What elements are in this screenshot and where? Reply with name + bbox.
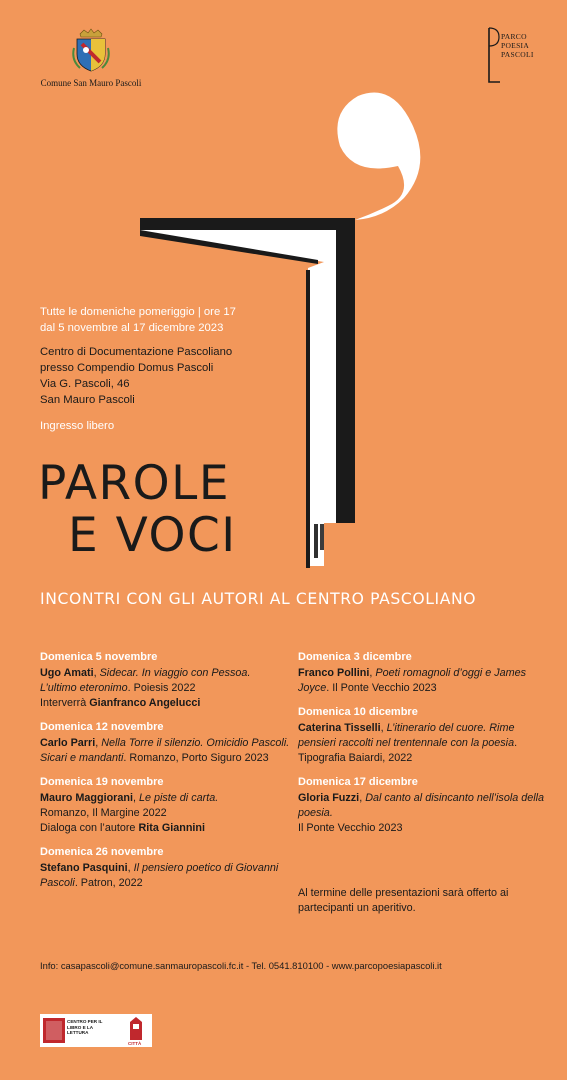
event-details: Gloria Fuzzi, Dal canto al disincanto nell’isola della poesia. Il Ponte Vecchio 2023: [298, 791, 548, 836]
event-extra-label: Interverrà: [40, 697, 90, 709]
event-extra: [40, 696, 290, 711]
event-item: [40, 720, 290, 766]
event-date: Domenica 3 dicembre: [298, 651, 412, 663]
event-guest: Rita Giannini: [138, 822, 206, 834]
event-details: Ugo Amati, Sidecar. In viaggio con Pessoa. L’ultimo eteronimo. Poiesis 2022 Interverrà Gianfranco Angelucci: [40, 666, 290, 711]
event-book: Dal canto al disincanto nell’isola della poesia.: [298, 792, 545, 819]
event-publisher: . Patron, 2022: [74, 877, 143, 889]
citta-badge: CITTÀ: [128, 1041, 142, 1046]
events-right-column: [298, 650, 548, 845]
schedule-line-2: dal 5 novembre al 17 dicembre 2023: [40, 322, 224, 334]
comune-name: Comune San Mauro Pascoli: [40, 78, 142, 88]
event-publisher: . Poiesis 2022: [127, 682, 196, 694]
event-extra-label: Dialoga con l’autore: [40, 822, 139, 834]
event-details: Carlo Parri, Nella Torre il silenzio. Omicidio Pascoli. Sicari e mandanti. Romanzo, Porto Siguro 2023: [40, 737, 290, 764]
event-item: [40, 650, 290, 711]
event-publisher: . Romanzo, Porto Siguro 2023: [123, 752, 269, 764]
event-author: Franco Pollini: [298, 667, 370, 679]
coat-of-arms-icon: [72, 28, 110, 72]
event-author: Mauro Maggiorani: [40, 792, 133, 804]
event-book: Le piste di carta.: [138, 792, 219, 804]
title-line-1: PAROLE: [38, 456, 231, 511]
centro-libro-lettura-logo: [40, 1014, 152, 1047]
event-publisher: Romanzo, Il Margine 2022: [40, 807, 167, 819]
parco-poesia-pascoli-logo: [486, 26, 546, 84]
poesia-word: POESIA: [501, 41, 530, 50]
subtitle: INCONTRI CON GLI AUTORI AL CENTRO PASCOLIANO: [40, 590, 477, 608]
event-date: Domenica 26 novembre: [40, 846, 164, 858]
event-publisher: . Tipografia Baiardi, 2022: [298, 737, 518, 764]
venue-line-1: Centro di Documentazione Pascoliano: [40, 346, 233, 358]
event-author: Gloria Fuzzi: [298, 792, 360, 804]
event-item: [298, 705, 548, 766]
event-book: Poeti romagnoli d’oggi e James Joyce: [298, 667, 527, 694]
title-line-2: E VOCI: [68, 508, 237, 563]
pascoli-word: PASCOLI: [501, 50, 534, 59]
event-extra: [40, 821, 290, 836]
event-author: Caterina Tisselli: [298, 722, 381, 734]
parco-text: [501, 32, 534, 59]
venue-line-2: presso Compendio Domus Pascoli: [40, 362, 214, 374]
event-item: [298, 650, 548, 696]
contact-footer: Info: casapascoli@comune.sanmauropascoli.fc.it - Tel. 0541.810100 - www.parcopoesiapascoli.it: [40, 960, 442, 971]
event-guest: Gianfranco Angelucci: [89, 697, 201, 709]
venue-line-3: Via G. Pascoli, 46: [40, 378, 130, 390]
event-date: Domenica 17 dicembre: [298, 776, 418, 788]
venue-line-4: San Mauro Pascoli: [40, 394, 135, 406]
event-date: Domenica 10 dicembre: [298, 706, 418, 718]
entry-note: Ingresso libero: [40, 420, 115, 432]
event-date: Domenica 5 novembre: [40, 651, 158, 663]
event-details: Franco Pollini, Poeti romagnoli d’oggi e James Joyce. Il Ponte Vecchio 2023: [298, 667, 527, 694]
aperitivo-note: Al termine delle presentazioni sarà offerto ai partecipanti un aperitivo.: [298, 887, 509, 914]
event-book: Il pensiero poetico di Giovanni Pascoli: [40, 862, 279, 889]
schedule-line-1: Tutte le domeniche pomeriggio | ore 17: [40, 306, 236, 318]
page-title: [38, 458, 237, 562]
event-item: [40, 775, 290, 836]
event-item: [40, 845, 290, 891]
event-publisher: . Il Ponte Vecchio 2023: [326, 682, 437, 694]
event-author: Ugo Amati: [40, 667, 94, 679]
event-details: Stefano Pasquini, Il pensiero poetico di Giovanni Pascoli. Patron, 2022: [40, 862, 279, 889]
comune-logo: [36, 28, 146, 88]
event-author: Stefano Pasquini: [40, 862, 128, 874]
event-book: Nella Torre il silenzio. Omicidio Pascoli. Sicari e mandanti: [40, 737, 290, 764]
cepell-text: CENTRO PER IL LIBRO E LA LETTURA: [67, 1019, 103, 1036]
parco-word: PARCO: [501, 32, 527, 41]
event-book: Sidecar. In viaggio con Pessoa. L’ultimo eteronimo: [40, 667, 251, 694]
event-details: Mauro Maggiorani, Le piste di carta. Romanzo, Il Margine 2022 Dialoga con l’autore Rita Giannini: [40, 791, 290, 836]
event-publisher: Il Ponte Vecchio 2023: [298, 822, 403, 834]
event-details: Caterina Tisselli, L’itinerario del cuore. Rime pensieri raccolti nel trentennale con la poesia. Tipografia Baiardi, 2022: [298, 722, 518, 764]
events-left-column: [40, 650, 290, 900]
event-author: Carlo Parri: [40, 737, 96, 749]
event-date: Domenica 19 novembre: [40, 776, 164, 788]
event-info: [40, 304, 320, 434]
event-item: [298, 775, 548, 836]
event-date: Domenica 12 novembre: [40, 721, 164, 733]
event-book: L’itinerario del cuore. Rime pensieri raccolti nel trentennale con la poesia: [298, 722, 515, 749]
